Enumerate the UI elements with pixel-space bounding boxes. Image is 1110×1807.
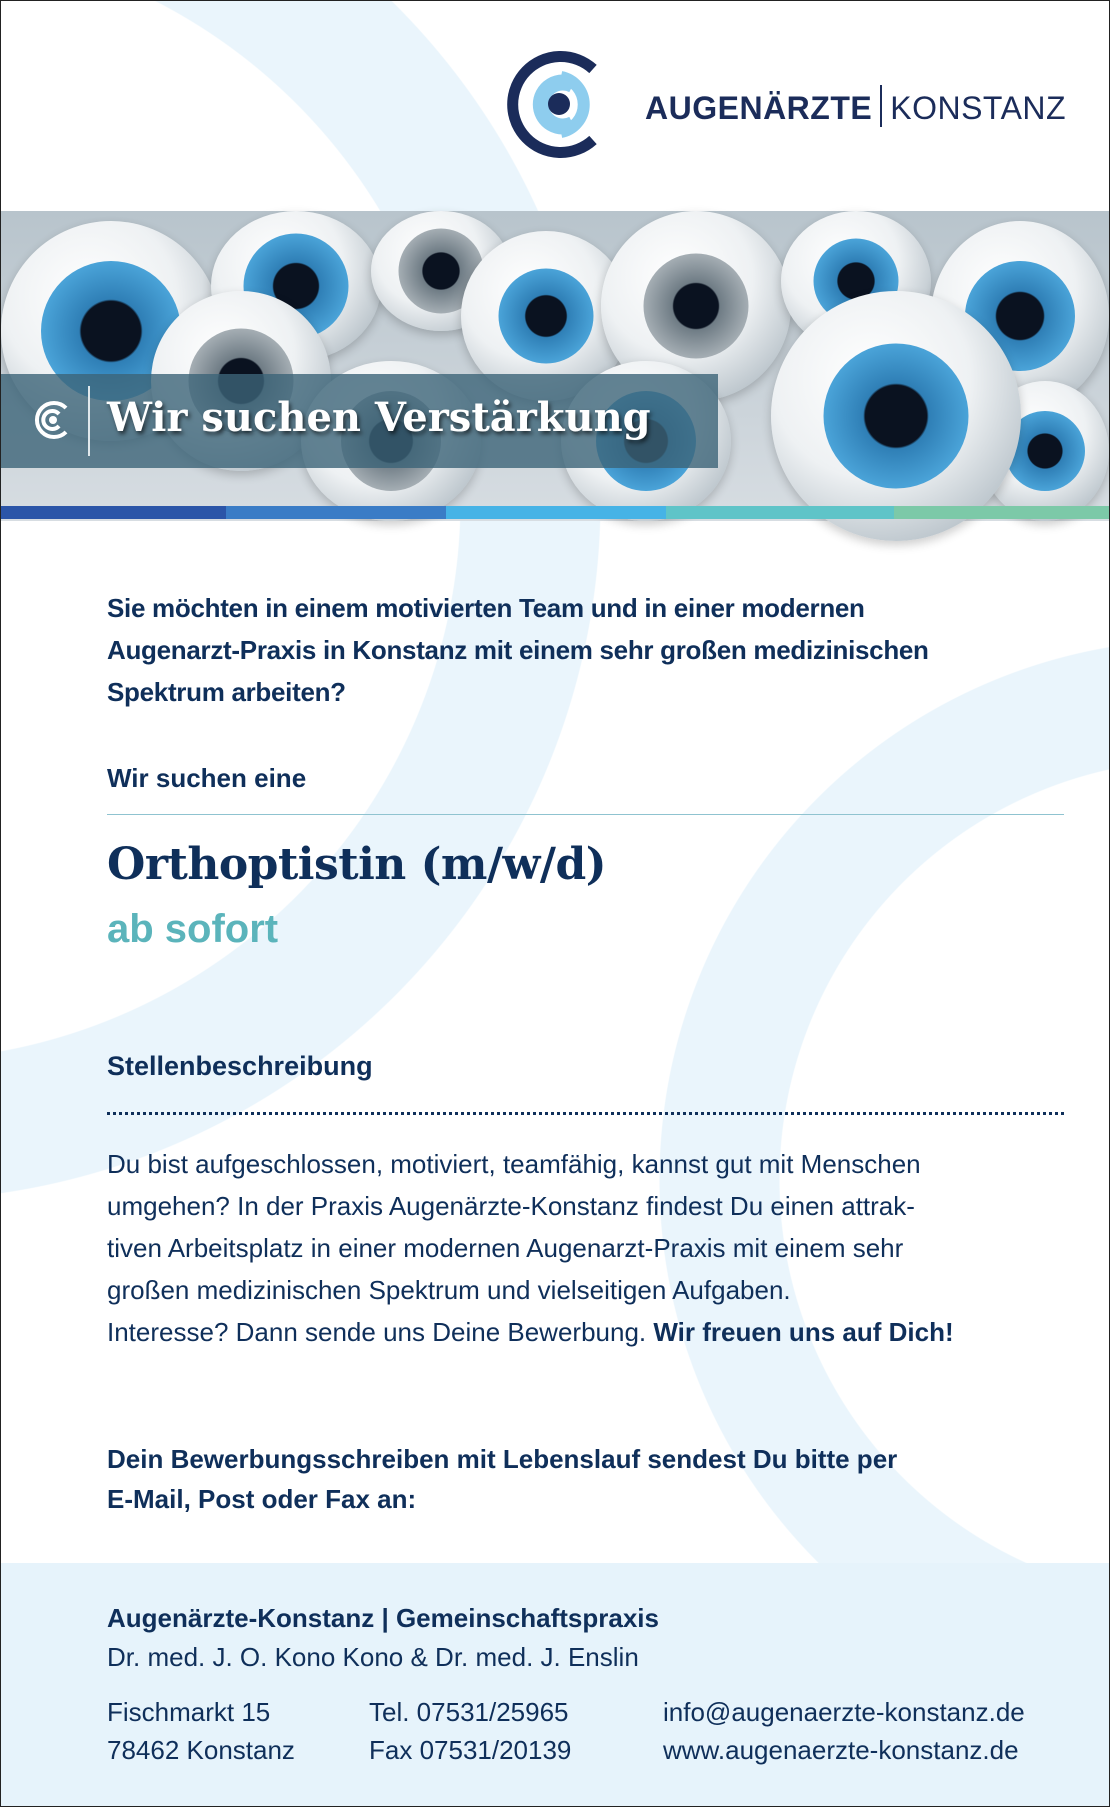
description-heading: Stellenbeschreibung xyxy=(107,1051,373,1081)
divider xyxy=(107,814,1064,815)
eye-logo-icon xyxy=(33,400,73,440)
divider xyxy=(880,85,882,127)
description-line: Interesse? Dann sende uns Deine Bewerbung. xyxy=(107,1317,647,1347)
subheading: Wir suchen eine xyxy=(107,763,307,793)
brand-bold: AUGENÄRZTE xyxy=(645,90,873,126)
job-start: ab sofort xyxy=(107,907,279,951)
fax: Fax 07531/20139 xyxy=(369,1735,572,1765)
intro-text xyxy=(107,587,929,713)
email-link[interactable]: info@augenaerzte-konstanz.de xyxy=(663,1697,1025,1727)
application-instructions xyxy=(107,1439,897,1519)
color-stripes xyxy=(1,506,1109,519)
banner-title: Wir suchen Verstärkung xyxy=(107,394,651,441)
closing-text: Wir freuen uns auf Dich! xyxy=(653,1317,954,1347)
intro-line: Spektrum arbeiten? xyxy=(107,677,346,707)
practice-name: Augenärzte-Konstanz | Gemeinschaftspraxis xyxy=(107,1603,659,1633)
website-link[interactable]: www.augenaerzte-konstanz.de xyxy=(663,1735,1019,1765)
contact-footer xyxy=(1,1563,1109,1806)
city: 78462 Konstanz xyxy=(107,1735,295,1765)
apply-line: Dein Bewerbungsschreiben mit Lebenslauf sendest Du bitte per xyxy=(107,1444,898,1474)
intro-line: Sie möchten in einem motivierten Team und in einer modernen xyxy=(107,593,865,623)
description-line: umgehen? In der Praxis Augenärzte-Konstanz findest Du einen attrak- xyxy=(107,1191,915,1221)
doctor-names: Dr. med. J. O. Kono Kono & Dr. med. J. Enslin xyxy=(107,1642,639,1672)
description-line: großen medizinischen Spektrum und vielseitigen Aufgaben. xyxy=(107,1275,791,1305)
title-band xyxy=(1,374,718,468)
phone[interactable]: Tel. 07531/25965 xyxy=(369,1697,569,1727)
brand-light: KONSTANZ xyxy=(890,90,1067,126)
header xyxy=(1,1,1109,211)
job-title: Orthoptistin (m/w/d) xyxy=(107,839,607,890)
dotted-divider xyxy=(107,1112,1064,1115)
eyeball xyxy=(771,291,1021,541)
intro-line: Augenarzt-Praxis in Konstanz mit einem sehr großen medizinischen xyxy=(107,635,929,665)
description-line: tiven Arbeitsplatz in einer modernen Augenarzt-Praxis mit einem sehr xyxy=(107,1233,904,1263)
divider xyxy=(88,386,90,456)
brand-name xyxy=(645,85,1066,127)
apply-line: E-Mail, Post oder Fax an: xyxy=(107,1484,417,1514)
street: Fischmarkt 15 xyxy=(107,1697,271,1727)
description-line: Du bist aufgeschlossen, motiviert, teamfähig, kannst gut mit Menschen xyxy=(107,1149,921,1179)
description-text xyxy=(107,1143,954,1353)
logo-icon xyxy=(501,47,611,162)
eyeball-banner-image xyxy=(1,211,1109,521)
